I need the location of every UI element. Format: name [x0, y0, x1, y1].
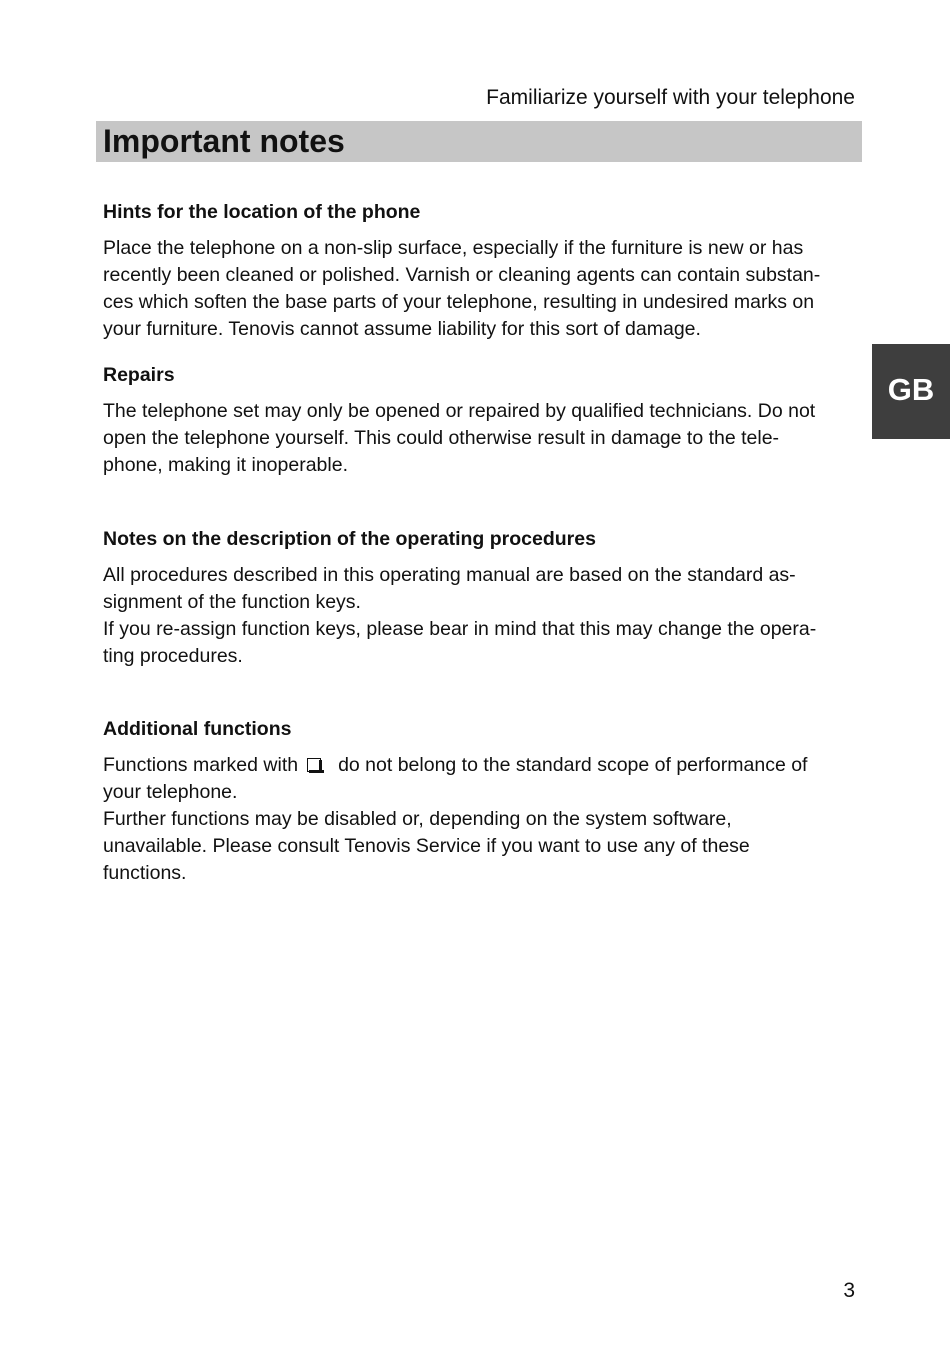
text-line: phone, making it inoperable.: [103, 454, 348, 476]
text-line: Place the telephone on a non-slip surface, especially if the furniture is new or has: [103, 237, 804, 259]
text-line: ting procedures.: [103, 645, 243, 667]
page-title: Important notes: [103, 123, 345, 159]
section-body: [103, 235, 863, 343]
text-line: your furniture. Tenovis cannot assume liability for this sort of damage.: [103, 318, 701, 340]
text-line: your telephone.: [103, 781, 238, 803]
title-bar: [96, 121, 862, 162]
text-line: All procedures described in this operating manual are based on the standard as-: [103, 564, 796, 586]
text-line: open the telephone yourself. This could otherwise result in damage to the tele-: [103, 427, 780, 449]
section-body: [103, 398, 863, 479]
text-line: unavailable. Please consult Tenovis Service if you want to use any of these: [103, 835, 750, 857]
text-line: signment of the function keys.: [103, 591, 361, 613]
section-body: [103, 752, 863, 887]
text-line: [103, 752, 863, 779]
page-number: 3: [843, 1279, 855, 1302]
section-repairs: [103, 362, 863, 479]
language-tab: GB: [872, 344, 950, 439]
section-heading: Repairs: [103, 364, 175, 386]
section-heading: Additional functions: [103, 718, 292, 740]
section-location-hints: [103, 199, 863, 343]
text-fragment: do not belong to the standard scope of performance of: [338, 754, 808, 776]
text-fragment: Functions marked with: [103, 754, 299, 776]
text-line: If you re-assign function keys, please bear in mind that this may change the opera-: [103, 618, 817, 640]
text-line: recently been cleaned or polished. Varnish or cleaning agents can contain substan-: [103, 264, 821, 286]
text-line: ces which soften the base parts of your telephone, resulting in undesired marks on: [103, 291, 815, 313]
section-operating-procedures: [103, 526, 863, 670]
additional-function-box-icon: [307, 758, 321, 772]
text-line: Further functions may be disabled or, depending on the system software,: [103, 808, 732, 830]
section-heading: Notes on the description of the operating procedures: [103, 528, 596, 550]
text-line: The telephone set may only be opened or repaired by qualified technicians. Do not: [103, 400, 816, 422]
section-additional-functions: [103, 716, 863, 887]
section-body: [103, 562, 863, 670]
text-line: functions.: [103, 862, 187, 884]
section-heading: Hints for the location of the phone: [103, 201, 421, 223]
running-header: Familiarize yourself with your telephone: [486, 86, 855, 109]
